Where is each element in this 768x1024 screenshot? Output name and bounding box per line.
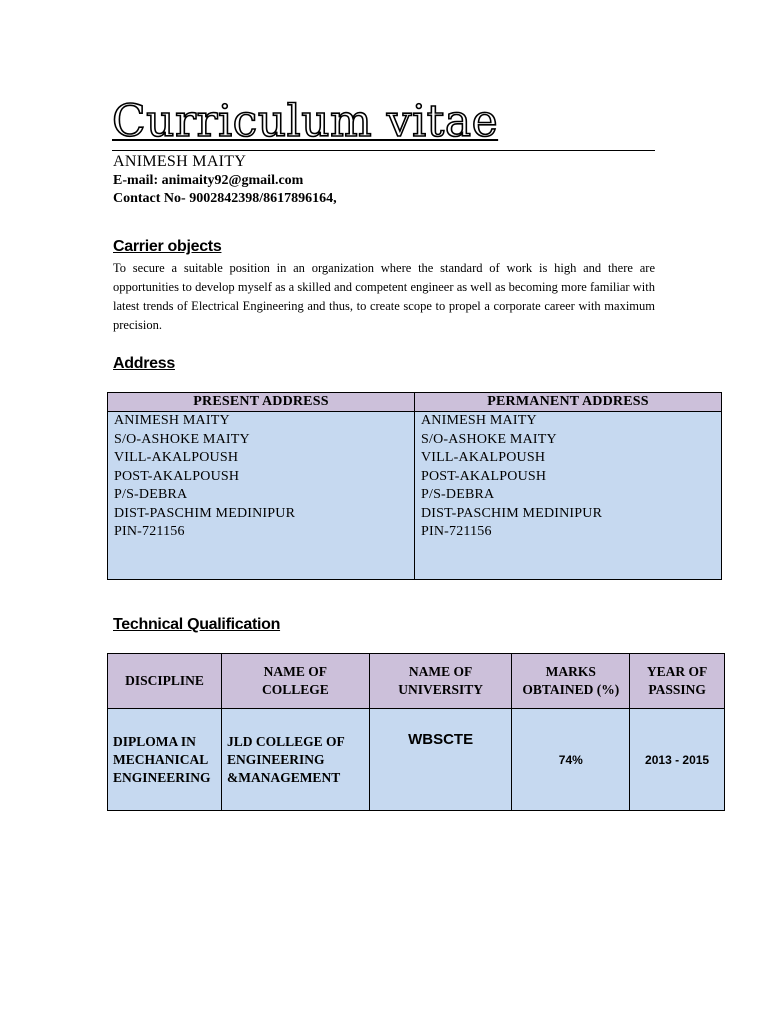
address-header-row bbox=[108, 393, 722, 412]
permanent-address-line: DIST-PASCHIM MEDINIPUR bbox=[421, 505, 603, 521]
discipline-cell bbox=[108, 709, 222, 811]
contact-number-line: Contact No- 9002842398/8617896164, bbox=[113, 191, 337, 206]
present-address-line: VILL-AKALPOUSH bbox=[114, 450, 239, 465]
permanent-address-line: POST-AKALPOUSH bbox=[421, 468, 547, 484]
qualification-table bbox=[107, 653, 725, 811]
discipline-column-header bbox=[108, 654, 222, 709]
cell-line: ENGINEERING bbox=[113, 769, 211, 785]
technical-qualification-heading: Technical Qualification bbox=[113, 616, 281, 633]
permanent-address-header: PERMANENT ADDRESS bbox=[415, 393, 722, 412]
permanent-address-line: PIN-721156 bbox=[421, 524, 492, 539]
present-address-line: S/O-ASHOKE MAITY bbox=[114, 431, 250, 447]
permanent-address-line: P/S-DEBRA bbox=[421, 487, 495, 502]
cell-line: MECHANICAL bbox=[113, 751, 209, 767]
cell-line: DIPLOMA IN bbox=[113, 733, 196, 749]
objective-heading: Carrier objects bbox=[113, 238, 222, 255]
column-header-line: DISCIPLINE bbox=[125, 673, 204, 688]
university-column-header bbox=[369, 654, 512, 709]
address-body-row bbox=[108, 412, 722, 580]
cell-line: ENGINEERING bbox=[226, 751, 325, 767]
present-address-line: PIN-721156 bbox=[114, 524, 185, 539]
present-address-line: P/S-DEBRA bbox=[114, 487, 188, 502]
column-header-line: OBTAINED (%) bbox=[522, 682, 620, 697]
college-column-header bbox=[221, 654, 369, 709]
college-cell bbox=[221, 709, 369, 811]
permanent-address-cell bbox=[415, 412, 722, 580]
cell-line: &MANAGEMENT bbox=[226, 769, 341, 785]
permanent-address-line: ANIMESH MAITY bbox=[421, 413, 537, 428]
candidate-name: ANIMESH MAITY bbox=[113, 153, 247, 170]
present-address-header: PRESENT ADDRESS bbox=[108, 393, 415, 412]
cell-line: JLD COLLEGE OF bbox=[226, 733, 345, 749]
permanent-address-line: VILL-AKALPOUSH bbox=[421, 450, 546, 465]
column-header-line: YEAR OF bbox=[646, 664, 708, 679]
address-table bbox=[107, 392, 722, 580]
column-header-line: NAME OF bbox=[263, 664, 328, 679]
present-address-line: POST-AKALPOUSH bbox=[114, 468, 240, 484]
column-header-line: MARKS bbox=[545, 664, 596, 679]
column-header-line: PASSING bbox=[648, 682, 706, 697]
present-address-line: DIST-PASCHIM MEDINIPUR bbox=[114, 505, 296, 521]
permanent-address-line: S/O-ASHOKE MAITY bbox=[421, 431, 557, 447]
present-address-cell bbox=[108, 412, 415, 580]
present-address-line: ANIMESH MAITY bbox=[114, 413, 230, 428]
address-heading: Address bbox=[113, 355, 175, 372]
marks-column-header bbox=[512, 654, 630, 709]
year-cell: 2013 - 2015 bbox=[630, 709, 725, 811]
qualification-header-row bbox=[108, 654, 725, 709]
email-line: E-mail: animaity92@gmail.com bbox=[113, 173, 304, 188]
table-row bbox=[108, 709, 725, 811]
marks-cell: 74% bbox=[512, 709, 630, 811]
university-cell: WBSCTE bbox=[369, 709, 512, 811]
title-divider bbox=[112, 150, 655, 151]
objective-text: To secure a suitable position in an organization where the standard of work is high and there are opportunities to develop myself as a skilled and competent engineer as well as becoming more familiar with latest trends of Electrical Engineering and thus, to create scope to propel a corporate career with maximum precision. bbox=[113, 261, 655, 332]
column-header-line: COLLEGE bbox=[261, 682, 329, 697]
document-title: Curriculum vitae bbox=[112, 96, 499, 147]
year-column-header bbox=[630, 654, 725, 709]
column-header-line: NAME OF bbox=[408, 664, 473, 679]
column-header-line: UNIVERSITY bbox=[398, 682, 483, 697]
